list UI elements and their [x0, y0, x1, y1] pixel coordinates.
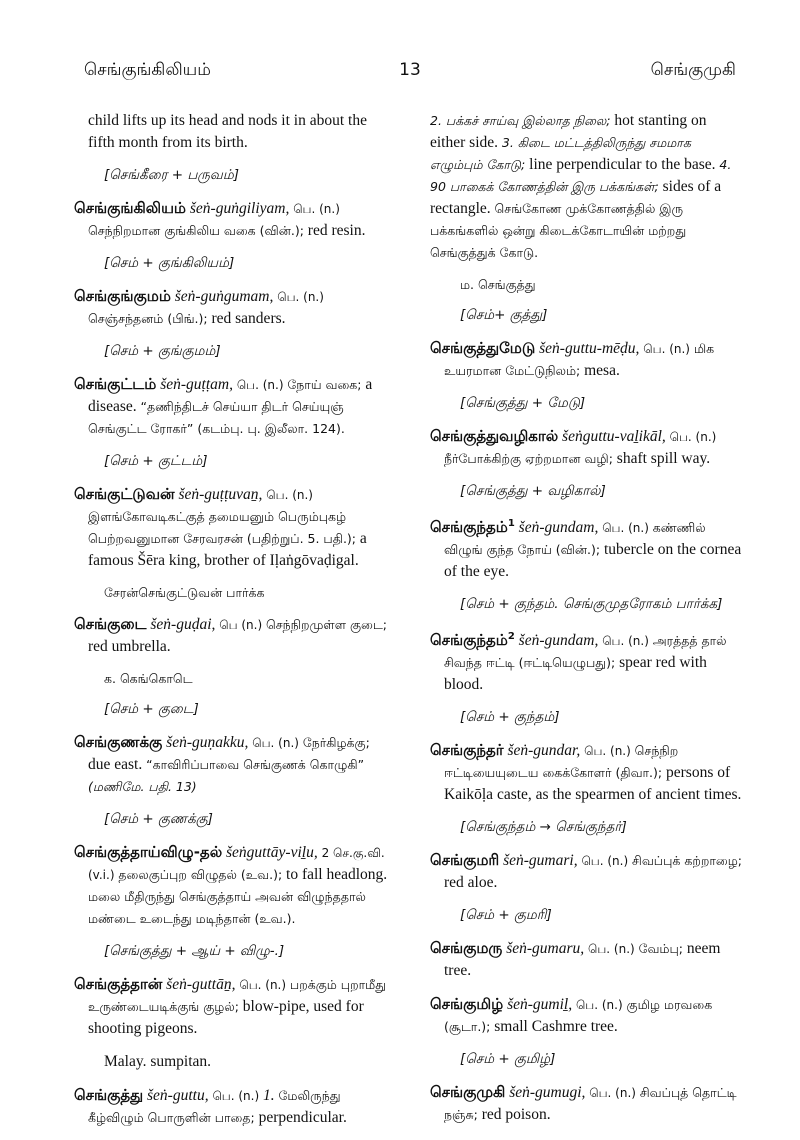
entry [430, 513, 742, 583]
definition-tamil: சிவப்புத் தொட்டி நஞ்சு; [444, 1085, 737, 1123]
entry [430, 626, 742, 696]
transliteration: šeṅ-guṅgumam, [174, 288, 274, 305]
grammar-label: பெ. (n.) [239, 978, 287, 992]
running-head-last-word: செங்குமுகி [650, 60, 736, 80]
entry [430, 1081, 742, 1126]
etymology: [செங்குத்து + வழிகால்] [460, 483, 606, 499]
transliteration: šeṅ-gumugi, [509, 1084, 586, 1102]
definition-english: tubercle on the cornea of the eye. [444, 541, 742, 581]
transliteration: šeṅ-guṭṭam, [160, 376, 233, 393]
transliteration: šeṅ-guttu, [147, 1087, 209, 1104]
cognate-malay: Malay. sumpitan. [104, 1053, 212, 1070]
transliteration: šeṅ-gumiḻ, [507, 996, 573, 1014]
left-column [74, 110, 390, 1140]
entry-continuation [430, 110, 742, 264]
definition-tamil: மிக உயரமான மேட்டுநிலம்; [444, 341, 715, 378]
cognate: க. கெங்கொடெ [104, 671, 193, 686]
transliteration: šeṅ-gumaru, [506, 940, 585, 958]
headword: செங்குமரி [430, 851, 500, 870]
etymology: [செம் + குட்டம்] [104, 453, 208, 469]
headword: செங்குந்தம் [430, 518, 508, 537]
entry [74, 841, 390, 930]
grammar-label: பெ. (n.) [589, 1086, 636, 1101]
definition-english: neem tree. [444, 940, 721, 980]
entry [74, 1084, 390, 1129]
transliteration: šeṅ-gundam, [518, 519, 599, 537]
definition-tamil: அரத்தத் தால் சிவந்த ஈட்டி (ஈட்டியெழுபது); [444, 633, 727, 671]
entry [74, 373, 390, 440]
transliteration: šeṅ-guṇakku, [166, 734, 249, 751]
headword: செங்குத்து [74, 1086, 144, 1104]
definition-tamil: குமிழ மரவகை (சூடா.); [444, 997, 713, 1035]
right-column [430, 110, 742, 1137]
grammar-label: பெ. (n.) [643, 342, 690, 356]
entry [430, 937, 742, 982]
cognate: ம. செங்குத்து [460, 277, 536, 292]
headword: செங்குட்டுவன் [74, 485, 175, 503]
running-head [84, 60, 736, 84]
headword: செங்குந்தர் [430, 741, 504, 760]
entry [74, 285, 390, 330]
homograph-number: 2 [507, 631, 515, 643]
entry [430, 849, 742, 894]
definition-tamil: செந்நிறமான குங்கிலிய வகை (வின்.); [88, 223, 304, 238]
entry [74, 973, 390, 1040]
definition-english: red resin. [307, 222, 366, 239]
headword: செங்குட்டம் [74, 375, 157, 393]
etymology: [செம் + குந்தம்] [460, 709, 560, 726]
transliteration: šeṅ-gundam, [518, 632, 599, 650]
definition-tamil: 4. 90 பாகைக் கோணத்தின் இரு பக்கங்கள்; [430, 157, 732, 194]
transliteration: šeṅ-gumari, [503, 852, 578, 870]
etymology: [செங்குத்து + மேடு] [460, 395, 586, 411]
transliteration: šeṅ-guṭṭuvaṉ, [178, 486, 263, 503]
headword: செங்குடை [74, 615, 147, 633]
etymology: [செங்குந்தம் → செங்குந்தர்] [460, 819, 627, 836]
grammar-label: 2 செ.கு.வி. (v.i.) [88, 846, 385, 882]
headword: செங்குந்தம் [430, 631, 508, 650]
homograph-number: 1 [507, 518, 515, 529]
transliteration: šeṅ-guṅgiliyam, [189, 200, 290, 217]
transliteration: šeṅ-guḍai, [150, 616, 216, 633]
grammar-label: பெ. (n.) [602, 521, 649, 536]
grammar-label: பெ. (n.) [575, 998, 623, 1013]
definition-tamil: சிவப்புக் கற்றாழை; [632, 853, 742, 869]
definition-tamil: நேர்கிழக்கு; [302, 735, 370, 750]
etymology: [செம் + குந்தம். செங்குமுதரோகம் பார்க்க] [460, 596, 723, 613]
definition-english: a famous Šēra king, brother of Iḷaṅgōvaḍigal. [88, 530, 367, 569]
headword: செங்குமிழ் [430, 995, 504, 1014]
definition-english: spear red with blood. [444, 654, 707, 694]
definition-english: red poison. [481, 1106, 551, 1124]
entry [430, 739, 742, 806]
definition-english: sides of a rectangle. [430, 178, 722, 217]
definition-tamil: 3. கிடை மட்டத்திலிருந்து சமமாக எழும்பும் கோடு; [430, 135, 691, 172]
headword: செங்குணக்கு [74, 733, 163, 751]
grammar-label: பெ (n.) [219, 618, 263, 632]
definition-tamil: வேம்பு; [638, 941, 684, 957]
etymology: [செம்+ குத்து] [460, 307, 548, 323]
headword: செங்குமரு [430, 939, 503, 958]
definition-english: shaft spill way. [616, 450, 711, 467]
quotation-source: (மணிமே. பதி. 13) [88, 779, 197, 794]
grammar-label: பெ. (n.) [277, 290, 324, 304]
grammar-label: பெ. (n.) [584, 744, 631, 759]
headword: செங்குத்துவழிகால் [430, 427, 559, 445]
definition-english: red umbrella. [88, 638, 171, 655]
definition-tamil: 2. பக்கச் சாய்வு இல்லாத நிலை; [430, 113, 611, 128]
headword: செங்குத்தாய்விழு-தல் [74, 843, 223, 861]
transliteration: šeṅguttu-vaḻikāl, [562, 428, 666, 445]
sense-number: 1. [263, 1087, 275, 1104]
definition-tamil: இளங்கோவடிகட்குத் தமையனும் பெரும்புகழ் பெற்றவனுமான சேரவரசன் (பதிற்றுப். 5. பதி.); [88, 509, 357, 546]
etymology: [செங்குத்து + ஆய் + விழு-.] [104, 943, 285, 959]
grammar-label: பெ. (n.) [236, 378, 284, 392]
etymology: [செங்கீரை + பருவம்] [104, 167, 239, 183]
entry [430, 993, 742, 1038]
definition-english: due east. [88, 756, 143, 773]
etymology: [செம் + குமரி] [460, 907, 552, 924]
etymology: [செம் + குமிழ்] [460, 1051, 556, 1068]
grammar-label: பெ. (n.) [602, 634, 649, 649]
etymology: [செம் + குணக்கு] [104, 811, 213, 827]
cross-reference: சேரன்செங்குட்டுவன் பார்க்க [104, 585, 265, 600]
usage-example: மலை மீதிருந்து செங்குத்தாய் அவன் விழுந்ததால் மண்டை உடைந்து மடிந்தான் (உவ.). [88, 889, 366, 926]
grammar-label: பெ. (n.) [266, 488, 313, 502]
grammar-label: பெ. (n.) [212, 1089, 260, 1103]
definition-tamil: பறக்கும் புறாமீது உருண்டையடிக்குங் குழல்; [88, 977, 387, 1014]
headword: செங்குத்துமேடு [430, 339, 536, 357]
quotation: “காவிரிப்பாவை செங்குணக் கொழுகி” [146, 757, 365, 772]
definition-english: hot stanting on either side. [430, 112, 707, 151]
etymology: [செம் + குங்குமம்] [104, 343, 221, 359]
definition-english: persons of Kaikōḷa caste, as the spearmen of ancient times. [444, 764, 742, 804]
definition-tamil: தலைகுப்புற விழுதல் (உவ.); [118, 867, 283, 882]
definition-english: line perpendicular to the base. [529, 156, 716, 173]
definition-tamil: செந்நிறமுள்ள குடை; [266, 617, 387, 632]
transliteration: šeṅ-guttāṉ, [166, 976, 236, 993]
entry [430, 425, 742, 470]
etymology: [செம் + குடை] [104, 701, 199, 717]
definition-english: red sanders. [211, 310, 286, 327]
definition-tamil: செஞ்சந்தனம் (பிங்.); [88, 311, 208, 326]
entry [430, 337, 742, 382]
entry [74, 197, 390, 242]
definition-english: a disease. [88, 376, 373, 415]
grammar-label: பெ. (n.) [293, 202, 340, 216]
transliteration: šeṅ-gundar, [507, 742, 581, 760]
definition-tamil: மேலிருந்து கீழ்விழும் பொருளின் பாதை; [88, 1088, 341, 1125]
headword: செங்குங்கிலியம் [74, 199, 187, 217]
definition-english: mesa. [584, 362, 620, 379]
grammar-label: பெ. (n.) [669, 430, 717, 444]
transliteration: šeṅguttāy-viḻu, [226, 844, 318, 861]
definition-tamil: நீர்போக்கிற்கு ஏற்றமான வழி; [444, 451, 613, 466]
headword: செங்குங்குமம் [74, 287, 171, 305]
transliteration: šeṅ-guttu-mēḍu, [539, 340, 640, 357]
quotation: “தணிந்திடச் செய்யா திடர் செய்யுஞ் செங்குட்ட ரோகர்” (கடம்பு. பு. இலீலா. 124). [88, 399, 345, 436]
definition-english: child lifts up its head and nods it in about the fifth month from its birth. [88, 112, 367, 151]
entry [74, 731, 390, 798]
definition-english: red aloe. [444, 874, 498, 892]
grammar-label: பெ. (n.) [252, 736, 299, 750]
definition-english: small Cashmre tree. [494, 1018, 618, 1036]
grammar-label: பெ. (n.) [581, 854, 629, 869]
etymology: [செம் + குங்கிலியம்] [104, 255, 235, 271]
definition-tamil: கண்ணில் விழுங் குந்த நோய் (வின்.); [444, 520, 706, 558]
headword: செங்குத்தான் [74, 975, 163, 993]
headword: செங்குமுகி [430, 1083, 506, 1102]
usage-example: செங்கோண முக்கோணத்தில் இரு பக்கங்களில் ஒன்று கிடைக்கோடாயின் மற்றது செங்குத்துக் கோடு. [430, 201, 687, 260]
page-number: 13 [399, 60, 421, 80]
definition-english: blow-pipe, used for shooting pigeons. [88, 998, 364, 1037]
entry [74, 613, 390, 658]
definition-english: perpendicular. [258, 1109, 347, 1126]
definition-english: to fall headlong. [286, 866, 388, 883]
entry [74, 483, 390, 572]
grammar-label: பெ. (n.) [588, 942, 635, 957]
definition-tamil: நோய் வகை; [287, 377, 362, 392]
entry-continuation [74, 110, 390, 154]
definition-tamil: செந்நிற ஈட்டியையுடைய கைக்கோளர் (திவா.); [444, 743, 679, 781]
running-head-first-word: செங்குங்கிலியம் [84, 60, 211, 80]
